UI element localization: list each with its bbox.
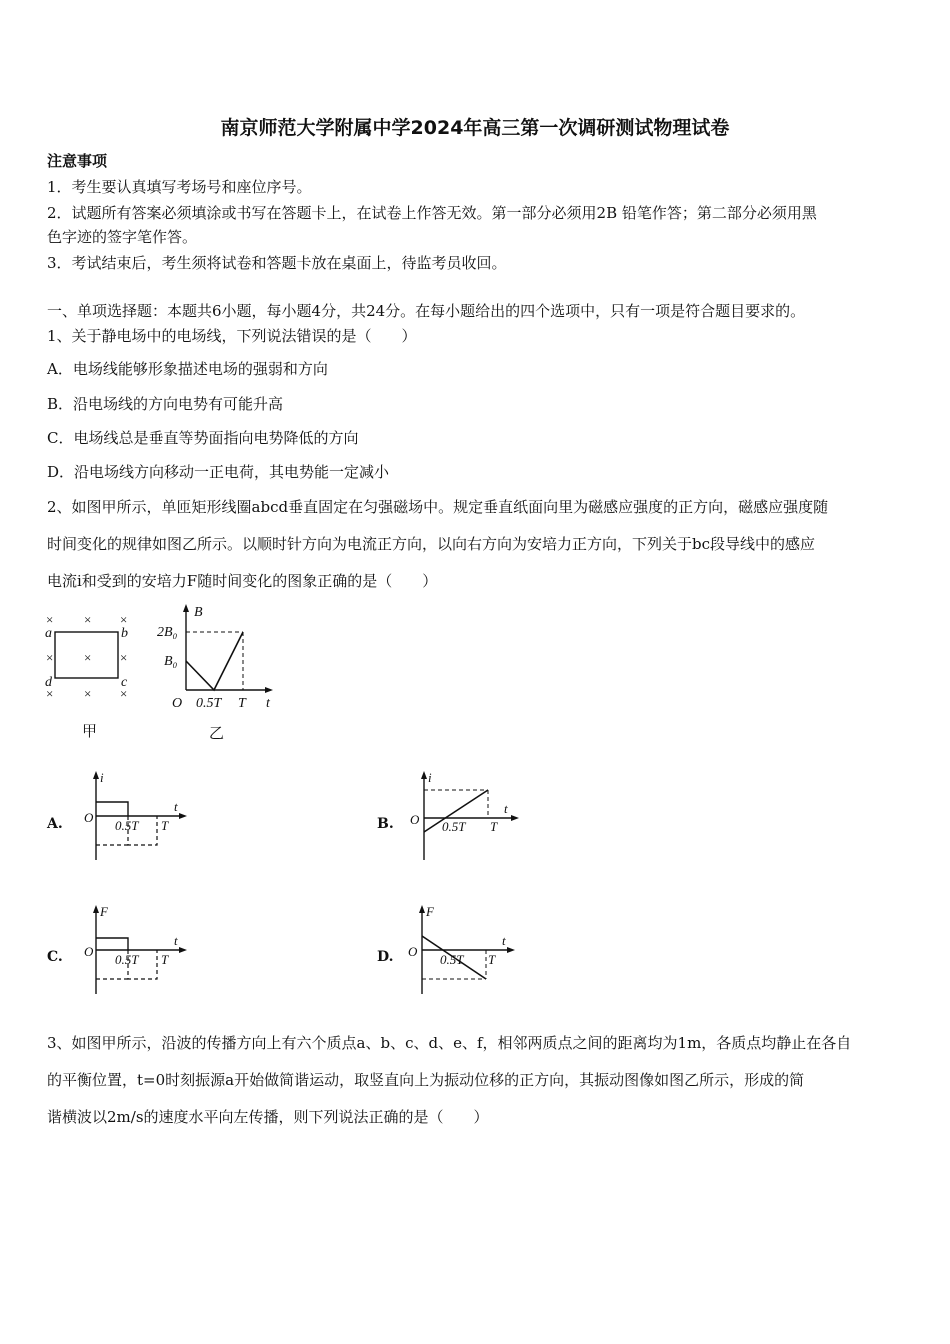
cross-mark: × — [46, 650, 54, 665]
question-3-line: 3、如图甲所示，沿波的传播方向上有六个质点a、b、c、d、e、f，相邻两质点之间的距离均为1m，各质点均静止在各自 — [47, 1034, 852, 1052]
tick-label-half-t: 0.5T — [115, 952, 139, 967]
y-axis-arrow — [419, 905, 425, 913]
question-1-option-c: C．电场线总是垂直等势面指向电势降低的方向 — [47, 429, 359, 447]
notice-item: 1．考生要认真填写考场号和座位序号。 — [47, 178, 312, 196]
option-d-label: D. — [377, 949, 394, 965]
y-axis-arrow — [93, 771, 99, 779]
y-axis-arrow — [183, 604, 189, 612]
corner-label-d: d — [45, 675, 52, 690]
cross-mark: × — [84, 686, 92, 701]
question-2-line: 2、如图甲所示，单匝矩形线圈abcd垂直固定在匀强磁场中。规定垂直纸面向里为磁感应强度的正方向，磁感应强度随 — [47, 498, 829, 516]
notice-item: 色字迹的签字笔作答。 — [47, 228, 198, 246]
origin-label: O — [410, 812, 420, 827]
cross-mark: × — [84, 650, 92, 665]
figure-jia-coil — [40, 608, 150, 743]
force-segment-positive — [96, 938, 128, 950]
x-axis-arrow — [265, 687, 273, 693]
cross-mark: × — [120, 612, 128, 627]
axis-label-t: t — [502, 933, 506, 948]
magnetic-field-crosses — [46, 612, 127, 701]
origin-label: O — [84, 810, 94, 825]
figure-yi-graph — [150, 600, 290, 745]
notice-item: 3．考试结束后，考生须将试卷和答题卡放在桌面上，待监考员收回。 — [47, 254, 507, 272]
option-c-graph — [80, 902, 190, 997]
y-axis-arrow — [93, 905, 99, 913]
figure-yi-caption: 乙 — [209, 726, 225, 742]
cross-mark: × — [84, 612, 92, 627]
question-3-line: 谐横波以2m/s的速度水平向左传播，则下列说法正确的是（ ） — [47, 1108, 489, 1126]
question-2-line: 时间变化的规律如图乙所示。以顺时针方向为电流正方向，以向右方向为安培力正方向，下列关于bc段导线中的感应 — [47, 535, 816, 553]
cross-mark: × — [120, 686, 128, 701]
axis-label-i: i — [100, 770, 104, 785]
tick-label-t: T — [488, 952, 496, 967]
option-b-label: B. — [377, 816, 394, 832]
axis-label-f: F — [100, 904, 108, 919]
tick-label-t: T — [490, 819, 498, 834]
axis-label-f: F — [426, 904, 434, 919]
corner-label-b: b — [121, 626, 128, 641]
b-curve — [186, 632, 243, 690]
tick-label-t: T — [238, 696, 246, 711]
cross-mark: × — [120, 650, 128, 665]
cross-mark: × — [46, 612, 54, 627]
question-1-stem: 1、关于静电场中的电场线，下列说法错误的是（ ） — [47, 327, 417, 345]
tick-label-t: T — [161, 818, 169, 833]
cross-mark: × — [46, 686, 54, 701]
axis-label-t: t — [266, 696, 270, 711]
corner-label-c: c — [121, 675, 128, 690]
question-1-option-d: D．沿电场线方向移动一正电荷，其电势能一定减小 — [47, 463, 390, 481]
tick-label-b0: B₀ — [164, 654, 178, 669]
axis-label-b: B — [194, 605, 203, 620]
corner-label-a: a — [45, 626, 52, 641]
tick-label-half-t: 0.5T — [442, 819, 466, 834]
notice-heading: 注意事项 — [47, 152, 108, 170]
x-axis-arrow — [179, 947, 187, 953]
x-axis-arrow — [511, 815, 519, 821]
origin-label: O — [408, 944, 418, 959]
axis-label-i: i — [428, 770, 432, 785]
tick-label-2b0: 2B₀ — [157, 625, 178, 640]
current-segment-positive — [96, 802, 128, 816]
origin-label: O — [84, 944, 94, 959]
tick-label-t: T — [161, 952, 169, 967]
figure-jia-caption: 甲 — [82, 724, 98, 740]
tick-label-half-t: 0.5T — [196, 696, 222, 711]
axis-label-t: t — [174, 933, 178, 948]
option-a-label: A. — [47, 816, 63, 832]
question-1-option-b: B．沿电场线的方向电势有可能升高 — [47, 395, 284, 413]
x-axis-arrow — [179, 813, 187, 819]
option-c-label: C. — [47, 949, 63, 965]
tick-label-half-t: 0.5T — [115, 818, 139, 833]
notice-item: 2．试题所有答案必须填涂或书写在答题卡上，在试卷上作答无效。第一部分必须用2B 铅笔作答；第二部分必须用黑 — [47, 204, 817, 222]
question-3-line: 的平衡位置，t=0时刻振源a开始做简谐运动，取竖直向上为振动位移的正方向，其振动图像如图乙所示，形成的简 — [47, 1071, 805, 1089]
tick-label-half-t: 0.5T — [440, 952, 464, 967]
option-d-graph — [400, 902, 520, 997]
question-2-line: 电流i和受到的安培力F随时间变化的图象正确的是（ ） — [47, 572, 438, 590]
axis-label-t: t — [504, 801, 508, 816]
question-1-option-a: A．电场线能够形象描述电场的强弱和方向 — [47, 360, 328, 378]
origin-label: O — [172, 696, 183, 711]
exam-title: 南京师范大学附属中学2024年高三第一次调研测试物理试卷 — [220, 117, 730, 139]
option-b-graph — [408, 768, 523, 863]
option-a-graph — [80, 768, 190, 863]
section-heading: 一、单项选择题：本题共6小题，每小题4分，共24分。在每小题给出的四个选项中，只有一项是符合题目要求的。 — [47, 302, 806, 320]
x-axis-arrow — [507, 947, 515, 953]
y-axis-arrow — [421, 771, 427, 779]
axis-label-t: t — [174, 799, 178, 814]
